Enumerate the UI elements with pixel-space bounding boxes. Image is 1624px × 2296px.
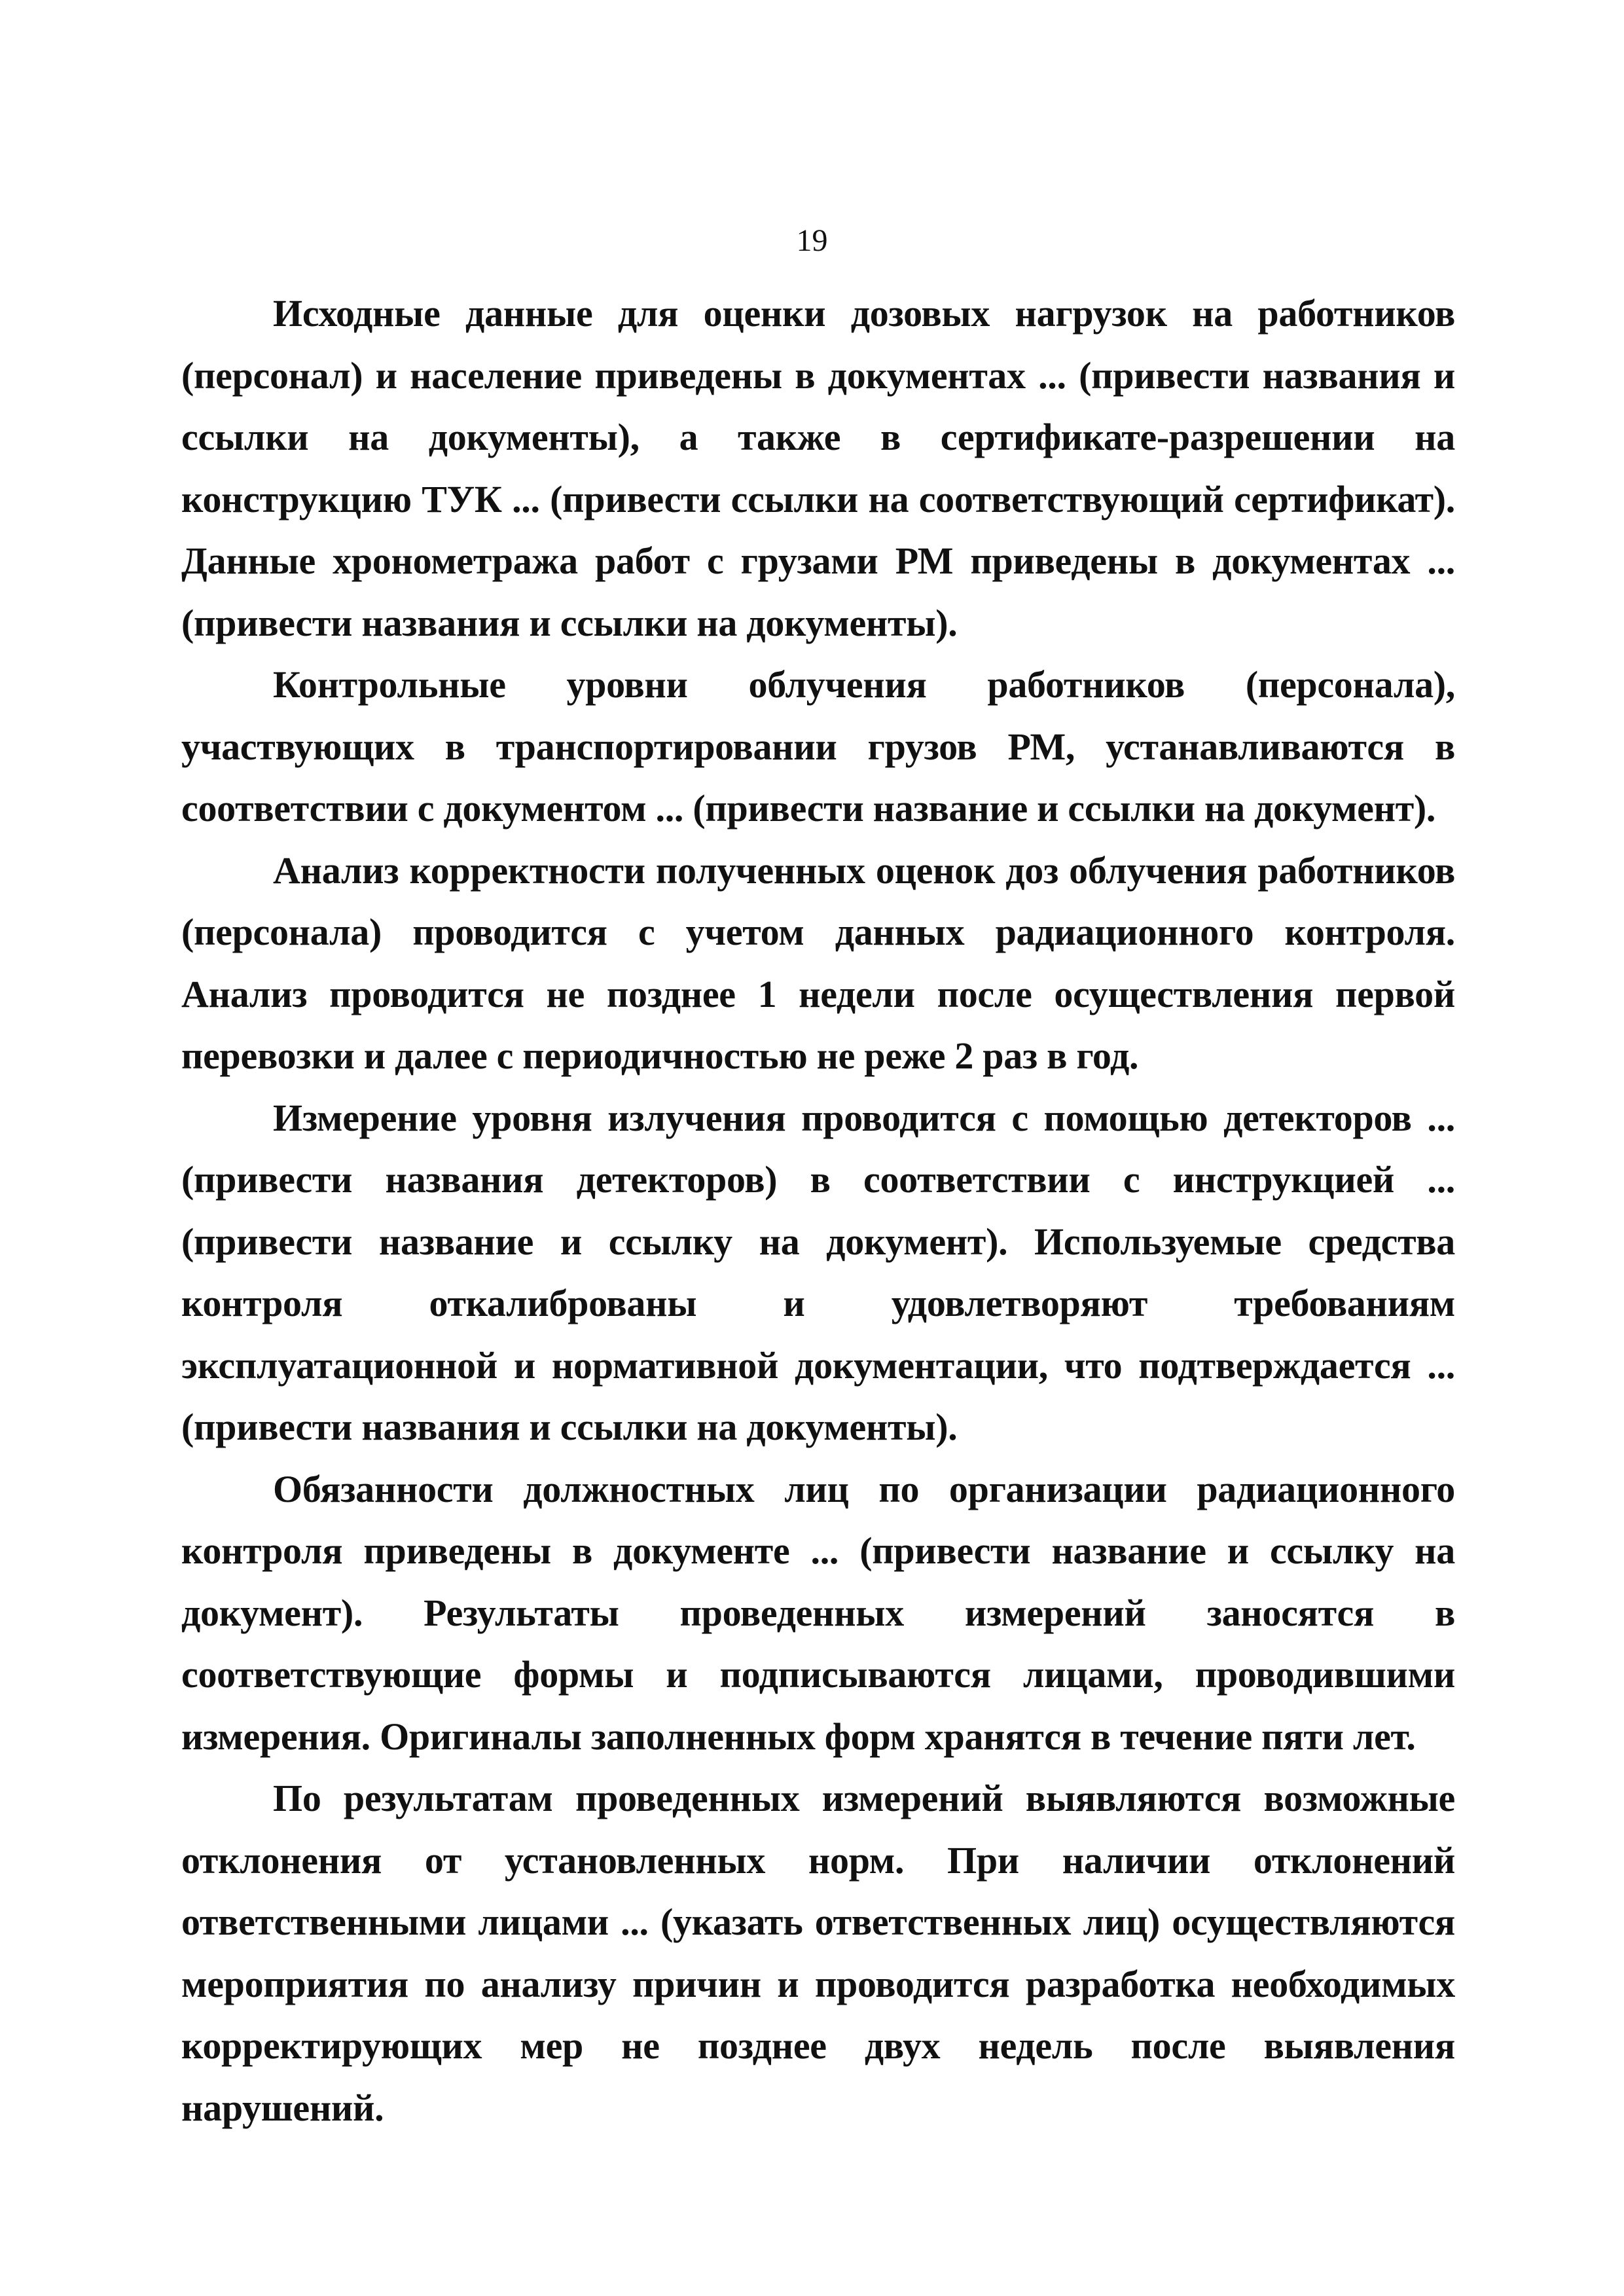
paragraph-deviations: По результатам проведенных измерений выявляются возможные отклонения от установленных норм. При наличии отклонений ответственными лицами ... (указать ответственных лиц) осуществляются мероприятия по анализу причин и проводится разработка необходимых корректирующих мер не позднее двух недель после выявления нарушений. <box>181 1777 1455 2129</box>
page-number: 19 <box>796 223 828 258</box>
paragraph-dose-source-data: Исходные данные для оценки дозовых нагрузок на работников (персонал) и население приведены в документах ... (привести названия и ссылки на документы), а также в сертификате-разрешении на конструкцию ТУК ... (привести ссылки на соответствующий сертификат). Данные хронометража работ с грузами РМ приведены в документах ... (привести названия и ссылки на документы). <box>181 292 1455 644</box>
paragraph-dose-analysis: Анализ корректности полученных оценок доз облучения работников (персонала) проводится с учетом данных радиационного контроля. Анализ проводится не позднее 1 недели после осуществления первой перевозки и далее с периодичностью не реже 2 раз в год. <box>181 848 1455 1077</box>
paragraph-responsibilities: Обязанности должностных лиц по организации радиационного контроля приведены в документе ... (привести название и ссылку на документ). Результаты проведенных измерений заносятся в соответствующие формы и подписываются лицами, проводившими измерения. Оригиналы заполненных форм хранятся в течение пяти лет. <box>181 1467 1455 1758</box>
body-text <box>181 283 1455 2139</box>
paragraph-control-levels: Контрольные уровни облучения работников (персонала), участвующих в транспортировании грузов РМ, устанавливаются в соответствии с документом ... (привести название и ссылки на документ). <box>181 663 1455 829</box>
paragraph-radiation-measurement: Измерение уровня излучения проводится с помощью детекторов ... (привести названия детекторов) в соответствии с инструкцией ... (привести название и ссылку на документ). Используемые средства контроля откалиброваны и удовлетворяют требованиям эксплуатационной и нормативной документации, что подтверждается ... (привести названия и ссылки на документы). <box>181 1096 1455 1448</box>
